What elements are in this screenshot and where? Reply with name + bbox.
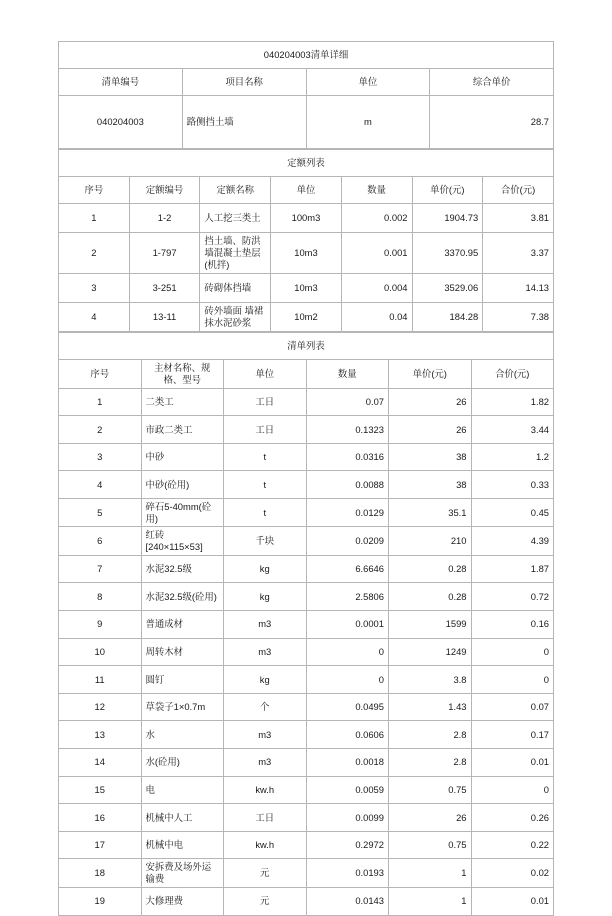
table-row [59,776,554,804]
quota-table [58,149,554,332]
quota-cell-total: 3.37 [483,233,554,274]
table-row [59,804,554,832]
material-cell-no: 19 [59,887,142,915]
material-cell-unit: t [224,471,307,499]
material-cell-qty: 0 [306,666,389,694]
material-cell-total: 0.01 [471,749,554,777]
material-cell-qty: 2.5806 [306,583,389,611]
material-cell-total: 1.87 [471,555,554,583]
material-cell-total: 0 [471,638,554,666]
material-cell-price: 26 [389,388,472,416]
material-cell-total: 0.22 [471,831,554,859]
material-cell-unit: 工日 [224,388,307,416]
material-cell-total: 3.44 [471,416,554,444]
material-header-total: 合价(元) [471,360,554,389]
material-cell-unit: kw.h [224,776,307,804]
material-header-row [59,360,554,389]
table-row [59,274,554,303]
quota-cell-price: 184.28 [412,303,483,332]
material-cell-no: 10 [59,638,142,666]
summary-header-name: 项目名称 [182,69,306,96]
material-cell-name: 周转木材 [141,638,224,666]
material-cell-price: 0.75 [389,776,472,804]
quota-header-row [59,177,554,204]
table-row [59,693,554,721]
quota-cell-qty: 0.001 [341,233,412,274]
table-row [59,583,554,611]
material-cell-name: 红砖[240×115×53] [141,527,224,556]
quota-section-title: 定额列表 [59,150,554,177]
material-cell-qty: 0.0209 [306,527,389,556]
material-cell-total: 0 [471,776,554,804]
summary-cell-price: 28.7 [430,96,554,149]
table-row [59,666,554,694]
material-cell-qty: 0.0088 [306,471,389,499]
table-row [59,887,554,915]
material-cell-price: 26 [389,416,472,444]
material-cell-name: 碎石5-40mm(砼用) [141,498,224,527]
material-cell-name: 机械中人工 [141,804,224,832]
quota-cell-no: 2 [59,233,130,274]
material-table [58,332,554,916]
quota-header-qty: 数量 [341,177,412,204]
quota-cell-name: 砖砌体挡墙 [200,274,271,303]
material-cell-no: 8 [59,583,142,611]
quota-cell-code: 3-251 [129,274,200,303]
material-cell-no: 5 [59,498,142,527]
quota-cell-qty: 0.002 [341,204,412,233]
material-cell-unit: 元 [224,887,307,915]
material-cell-unit: 个 [224,693,307,721]
material-cell-total: 0.16 [471,611,554,639]
material-cell-price: 2.8 [389,721,472,749]
quota-cell-code: 1-2 [129,204,200,233]
material-cell-no: 17 [59,831,142,859]
material-cell-name: 水泥32.5级(砼用) [141,583,224,611]
material-cell-unit: 千块 [224,527,307,556]
material-cell-total: 0.17 [471,721,554,749]
material-cell-unit: kg [224,555,307,583]
quota-cell-price: 3370.95 [412,233,483,274]
material-cell-unit: kg [224,583,307,611]
table-row [59,638,554,666]
material-cell-total: 0.01 [471,887,554,915]
quota-cell-code: 1-797 [129,233,200,274]
material-cell-name: 普通成材 [141,611,224,639]
material-header-name: 主材名称、规格、型号 [141,360,224,389]
material-cell-no: 12 [59,693,142,721]
table-row [59,233,554,274]
table-row [59,859,554,888]
material-cell-price: 26 [389,804,472,832]
material-cell-no: 14 [59,749,142,777]
material-cell-total: 0.02 [471,859,554,888]
material-cell-qty: 0.0495 [306,693,389,721]
material-cell-name: 机械中电 [141,831,224,859]
material-cell-total: 0.45 [471,498,554,527]
material-cell-price: 3.8 [389,666,472,694]
material-cell-unit: kg [224,666,307,694]
table-row [59,303,554,332]
material-header-price: 单价(元) [389,360,472,389]
material-cell-no: 16 [59,804,142,832]
material-cell-qty: 0.0018 [306,749,389,777]
table-row [59,611,554,639]
material-cell-total: 1.2 [471,443,554,471]
material-cell-name: 安拆费及场外运输费 [141,859,224,888]
quota-cell-unit: 10m3 [271,274,342,303]
material-cell-unit: t [224,498,307,527]
material-cell-no: 15 [59,776,142,804]
material-cell-name: 圆钉 [141,666,224,694]
material-cell-qty: 0.1323 [306,416,389,444]
material-cell-unit: 工日 [224,804,307,832]
material-cell-name: 市政二类工 [141,416,224,444]
summary-cell-code: 040204003 [59,96,183,149]
material-cell-total: 4.39 [471,527,554,556]
quota-cell-no: 1 [59,204,130,233]
material-section-title-row [59,333,554,360]
summary-cell-name: 路侧挡土墙 [182,96,306,149]
material-cell-qty: 0.0059 [306,776,389,804]
material-cell-total: 0.07 [471,693,554,721]
material-cell-unit: m3 [224,721,307,749]
quota-cell-price: 1904.73 [412,204,483,233]
material-cell-qty: 0.0316 [306,443,389,471]
material-cell-price: 1.43 [389,693,472,721]
material-cell-name: 水 [141,721,224,749]
quota-cell-name: 人工挖三类土 [200,204,271,233]
material-cell-qty: 0.0143 [306,887,389,915]
material-cell-qty: 0.0606 [306,721,389,749]
material-cell-total: 0.26 [471,804,554,832]
material-cell-qty: 0.0001 [306,611,389,639]
document-title-row [59,42,554,69]
document-sheet [58,41,554,916]
quota-cell-no: 4 [59,303,130,332]
quota-header-code: 定额编号 [129,177,200,204]
table-row [59,204,554,233]
material-cell-price: 2.8 [389,749,472,777]
table-row [59,555,554,583]
material-cell-no: 4 [59,471,142,499]
material-cell-no: 6 [59,527,142,556]
summary-header-price: 综合单价 [430,69,554,96]
material-cell-price: 0.28 [389,555,472,583]
material-cell-name: 中砂 [141,443,224,471]
material-cell-no: 2 [59,416,142,444]
quota-cell-unit: 10m2 [271,303,342,332]
material-cell-name: 水泥32.5级 [141,555,224,583]
material-cell-price: 35.1 [389,498,472,527]
summary-table [58,41,554,149]
quota-cell-code: 13-11 [129,303,200,332]
table-row [59,471,554,499]
table-row [59,749,554,777]
material-cell-price: 1249 [389,638,472,666]
material-cell-no: 11 [59,666,142,694]
material-cell-qty: 0.0099 [306,804,389,832]
quota-cell-unit: 10m3 [271,233,342,274]
material-cell-total: 0 [471,666,554,694]
material-cell-no: 9 [59,611,142,639]
material-cell-no: 7 [59,555,142,583]
material-cell-price: 1 [389,859,472,888]
quota-header-name: 定额名称 [200,177,271,204]
material-cell-qty: 0.2972 [306,831,389,859]
quota-cell-qty: 0.004 [341,274,412,303]
quota-cell-unit: 100m3 [271,204,342,233]
material-cell-no: 3 [59,443,142,471]
table-row [59,831,554,859]
quota-cell-qty: 0.04 [341,303,412,332]
material-cell-price: 210 [389,527,472,556]
quota-header-unit: 单位 [271,177,342,204]
material-cell-price: 0.75 [389,831,472,859]
material-cell-qty: 0 [306,638,389,666]
quota-cell-name: 砖外墙面 墙裙抹水泥砂浆 [200,303,271,332]
material-header-qty: 数量 [306,360,389,389]
summary-header-unit: 单位 [306,69,430,96]
quota-cell-total: 7.38 [483,303,554,332]
summary-cell-unit: m [306,96,430,149]
table-row [59,416,554,444]
quota-cell-total: 3.81 [483,204,554,233]
material-cell-no: 1 [59,388,142,416]
material-cell-total: 0.33 [471,471,554,499]
quota-cell-price: 3529.06 [412,274,483,303]
quota-section-title-row [59,150,554,177]
material-cell-name: 草袋子1×0.7m [141,693,224,721]
material-cell-qty: 0.0193 [306,859,389,888]
table-row [59,498,554,527]
material-cell-total: 1.82 [471,388,554,416]
material-header-no: 序号 [59,360,142,389]
table-row [59,527,554,556]
material-table-body [59,388,554,915]
quota-cell-no: 3 [59,274,130,303]
material-cell-name: 电 [141,776,224,804]
summary-header-code: 清单编号 [59,69,183,96]
quota-header-no: 序号 [59,177,130,204]
material-cell-unit: m3 [224,638,307,666]
material-cell-qty: 0.07 [306,388,389,416]
quota-header-price: 单价(元) [412,177,483,204]
material-cell-unit: m3 [224,611,307,639]
material-cell-name: 二类工 [141,388,224,416]
material-header-unit: 单位 [224,360,307,389]
summary-data-row [59,96,554,149]
quota-cell-name: 挡土墙、防洪墙混凝土垫层(机拌) [200,233,271,274]
material-cell-unit: 工日 [224,416,307,444]
material-cell-unit: t [224,443,307,471]
material-cell-unit: m3 [224,749,307,777]
quota-cell-total: 14.13 [483,274,554,303]
material-cell-no: 13 [59,721,142,749]
material-cell-no: 18 [59,859,142,888]
material-cell-price: 1599 [389,611,472,639]
table-row [59,443,554,471]
material-cell-name: 中砂(砼用) [141,471,224,499]
material-cell-qty: 6.6646 [306,555,389,583]
material-cell-price: 0.28 [389,583,472,611]
material-cell-unit: 元 [224,859,307,888]
material-section-title: 清单列表 [59,333,554,360]
table-row [59,388,554,416]
material-cell-price: 38 [389,471,472,499]
material-cell-name: 大修理费 [141,887,224,915]
page-title: 040204003清单详细 [59,42,554,69]
material-cell-unit: kw.h [224,831,307,859]
material-cell-price: 38 [389,443,472,471]
material-cell-total: 0.72 [471,583,554,611]
summary-header-row [59,69,554,96]
material-cell-name: 水(砼用) [141,749,224,777]
material-cell-price: 1 [389,887,472,915]
table-row [59,721,554,749]
quota-header-total: 合价(元) [483,177,554,204]
material-cell-qty: 0.0129 [306,498,389,527]
